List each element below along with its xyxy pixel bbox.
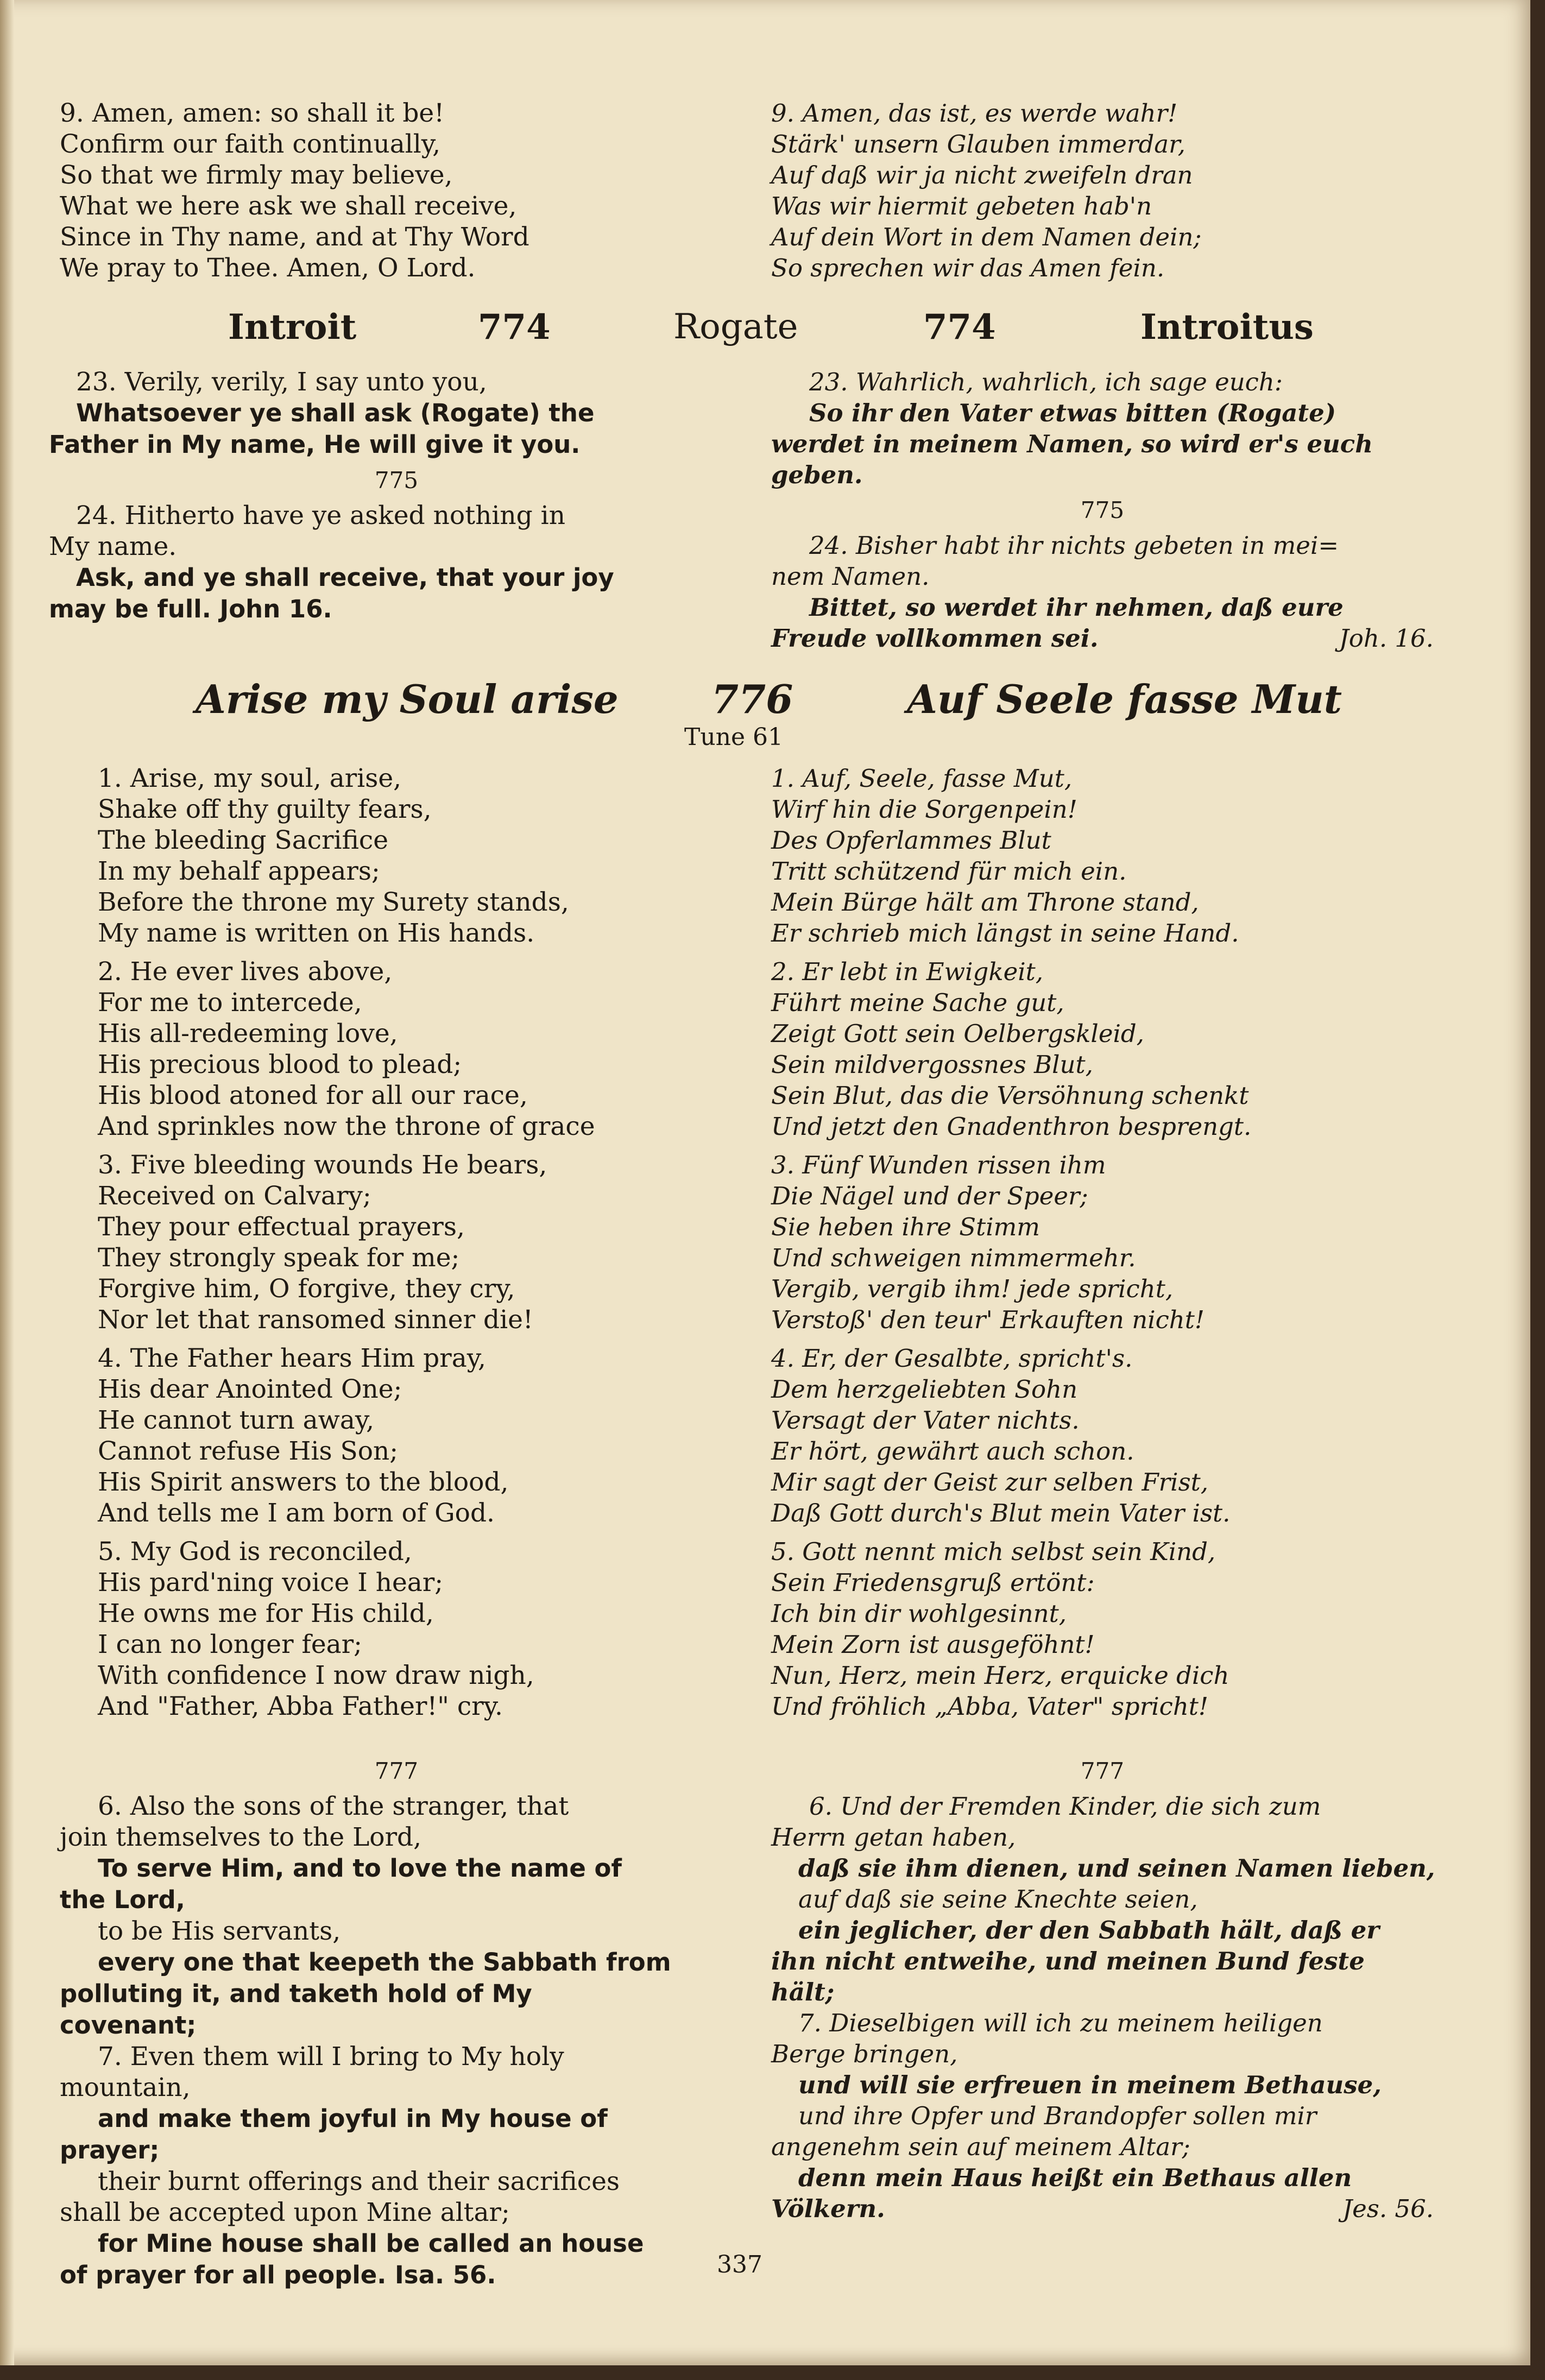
stanza-line: Sein Blut, das die Versöhnung schenkt xyxy=(771,1081,1249,1110)
hymn-stanza xyxy=(98,1343,771,1529)
hymn-stanza xyxy=(98,1536,771,1722)
hymn-stanza xyxy=(771,1343,1434,1529)
stanza-line: Er hört, gewährt auch schon. xyxy=(771,1437,1134,1466)
stanza-line: Und schweigen nimmermehr. xyxy=(771,1243,1136,1272)
stanza-line: Daß Gott durch's Blut mein Vater ist. xyxy=(771,1499,1231,1527)
stanza-line: Die Nägel und der Speer; xyxy=(771,1182,1088,1210)
verse-line: geben. xyxy=(771,460,863,489)
stanza-line: Shake off thy guilty fears, xyxy=(98,794,432,824)
verse-line: hält; xyxy=(771,1978,835,2006)
verse-line: nem Namen. xyxy=(771,562,930,591)
stanza-line: For me to intercede, xyxy=(98,988,362,1018)
stanza-line: Führt meine Sache gut, xyxy=(771,988,1064,1017)
verse-line: So ihr den Vater etwas bitten (Rogate) xyxy=(809,399,1336,427)
stanza-line: They pour effectual prayers, xyxy=(98,1212,465,1242)
stanza-line: Mir sagt der Geist zur selben Frist, xyxy=(771,1468,1209,1497)
verse-line: 6. Also the sons of the stranger, that xyxy=(98,1791,569,1821)
verse-line: werdet in meinem Namen, so wird er's euch xyxy=(771,430,1373,458)
verse-line: Whatsoever ye shall ask (Rogate) the xyxy=(76,399,595,427)
stanza-line: Cannot refuse His Son; xyxy=(98,1436,399,1466)
introit-heading xyxy=(60,307,1434,356)
stanza-line: Sein mildvergossnes Blut, xyxy=(771,1050,1093,1079)
verse-line: Berge bringen, xyxy=(771,2040,958,2068)
stanza-line: Nun, Herz, mein Herz, erquicke dich xyxy=(771,1661,1229,1690)
verse-line: Father in My name, He will give it you. xyxy=(49,430,581,459)
stanza-line: He owns me for His child, xyxy=(98,1599,434,1628)
stanza-line: In my behalf appears; xyxy=(98,856,380,886)
verse-line: prayer; xyxy=(60,2136,160,2164)
stanza-line: His blood atoned for all our race, xyxy=(98,1081,528,1110)
stanza-line: We pray to Thee. Amen, O Lord. xyxy=(60,253,476,283)
hymn-stanza xyxy=(98,956,771,1142)
hymn-stanza xyxy=(771,956,1434,1142)
verse-line: Ask, and ye shall receive, that your joy xyxy=(76,563,614,592)
stanza-line: And "Father, Abba Father!" cry. xyxy=(98,1691,503,1721)
verse-line xyxy=(771,623,1434,654)
verse-line: may be full. John 16. xyxy=(49,595,332,623)
stanza-line: 4. Er, der Gesalbte, spricht's. xyxy=(771,1344,1133,1373)
stanza-line: His all-redeeming love, xyxy=(98,1019,398,1049)
hymn-stanza xyxy=(771,1150,1434,1335)
stanza-line: Before the throne my Surety stands, xyxy=(98,887,569,917)
scripture-reference: Joh. 16. xyxy=(1339,624,1434,653)
verse-line: 7. Dieselbigen will ich zu meinem heiligen xyxy=(798,2009,1323,2037)
stanza-line: 2. Er lebt in Ewigkeit, xyxy=(771,957,1044,986)
stanza-line: They strongly speak for me; xyxy=(98,1243,460,1273)
stanza-line: Sein Friedensgruß ertönt: xyxy=(771,1568,1095,1597)
stanza-line: Mein Bürge hält am Throne stand, xyxy=(771,888,1199,917)
hymn-stanza xyxy=(771,763,1434,949)
tune-reference: Tune 61 xyxy=(684,723,784,751)
top-left-stanza xyxy=(60,98,733,283)
stanza-line: His precious blood to plead; xyxy=(98,1050,462,1079)
stanza-line: Auf daß wir ja nicht zweifeln dran xyxy=(771,161,1193,190)
stanza-line: Zeigt Gott sein Oelbergskleid, xyxy=(771,1019,1144,1048)
top-right-stanza xyxy=(771,98,1434,283)
verse-line: und will sie erfreuen in meinem Bethause, xyxy=(798,2070,1382,2099)
hymn-heading xyxy=(60,676,1434,725)
verse-line: mountain, xyxy=(60,2073,191,2103)
page-number: 337 xyxy=(717,2251,762,2278)
hymn-number: 776 xyxy=(711,676,793,722)
stanza-line: Ich bin dir wohlgesinnt, xyxy=(771,1599,1067,1628)
stanza-line: 1. Auf, Seele, fasse Mut, xyxy=(771,764,1073,793)
stanza-line: Mein Zorn ist ausgeföhnt! xyxy=(771,1630,1095,1659)
verse-line: denn mein Haus heißt ein Bethaus allen xyxy=(798,2163,1352,2192)
stanza-line: 4. The Father hears Him pray, xyxy=(98,1343,486,1373)
verse-line: 6. Und der Fremden Kinder, die sich zum xyxy=(809,1792,1321,1821)
stanza-line: His Spirit answers to the blood, xyxy=(98,1467,509,1497)
stanza-line: Er schrieb mich längst in seine Hand. xyxy=(771,919,1239,948)
stanza-line: 3. Five bleeding wounds He bears, xyxy=(98,1150,547,1180)
verse-line-text: Freude vollkommen sei. xyxy=(771,624,1099,653)
verse-line: ein jeglicher, der den Sabbath hält, daß er xyxy=(798,1916,1379,1945)
verse-line: the Lord, xyxy=(60,1885,185,1914)
reading-777-german xyxy=(771,1751,1434,2224)
verse-line: My name. xyxy=(49,532,177,561)
verse-line: auf daß sie seine Knechte seien, xyxy=(798,1885,1198,1914)
stanza-line: The bleeding Sacrifice xyxy=(98,825,389,855)
verse-number: 777 xyxy=(1080,1758,1125,1784)
stanza-line: So that we firmly may believe, xyxy=(60,160,453,190)
stanza-line: With confidence I now draw nigh, xyxy=(98,1661,534,1690)
hymn-english xyxy=(98,763,771,1729)
stanza-line: Was wir hiermit gebeten hab'n xyxy=(771,192,1152,220)
verse-line: their burnt offerings and their sacrifices xyxy=(98,2167,620,2196)
stanza-line: 3. Fünf Wunden rissen ihm xyxy=(771,1151,1106,1179)
stanza-line: And sprinkles now the throne of grace xyxy=(98,1112,595,1141)
verse-line: join themselves to the Lord, xyxy=(60,1822,422,1852)
stanza-line: 2. He ever lives above, xyxy=(98,957,393,987)
stanza-line: 1. Arise, my soul, arise, xyxy=(98,763,402,793)
stanza-line: Sie heben ihre Stimm xyxy=(771,1213,1040,1241)
stanza-line: What we here ask we shall receive, xyxy=(60,191,517,221)
verse-line: and make them joyful in My house of xyxy=(98,2104,608,2133)
verse-number: 777 xyxy=(374,1758,419,1784)
stanza-line: Vergib, vergib ihm! jede spricht, xyxy=(771,1274,1174,1303)
stanza-line: His pard'ning voice I hear; xyxy=(98,1568,444,1598)
verse-line: for Mine house shall be called an house xyxy=(98,2229,644,2258)
stanza-line: So sprechen wir das Amen fein. xyxy=(771,254,1165,282)
stanza-line: Since in Thy name, and at Thy Word xyxy=(60,222,529,252)
hymn-title-english: Arise my Soul arise xyxy=(196,676,619,722)
stanza-line: Versagt der Vater nichts. xyxy=(771,1406,1080,1435)
stanza-line: Nor let that ransomed sinner die! xyxy=(98,1305,533,1335)
hymn-german xyxy=(771,763,1434,1729)
verse-number: 775 xyxy=(1080,497,1125,523)
page-spine-shadow xyxy=(0,0,14,2365)
introitus-number: 774 xyxy=(923,307,996,348)
stanza-line: Auf dein Wort in dem Namen dein; xyxy=(771,223,1202,251)
verse-line: polluting it, and taketh hold of My xyxy=(60,1979,532,2008)
stanza-line: 9. Amen, das ist, es werde wahr! xyxy=(771,99,1178,128)
verse-line: 23. Wahrlich, wahrlich, ich sage euch: xyxy=(809,368,1283,396)
stanza-line: Forgive him, O forgive, they cry, xyxy=(98,1274,515,1304)
verse-line: To serve Him, and to love the name of xyxy=(98,1854,622,1883)
verse-line: every one that keepeth the Sabbath from xyxy=(98,1948,671,1977)
stanza-line: Wirf hin die Sorgenpein! xyxy=(771,795,1077,824)
verse-line: of prayer for all people. Isa. 56. xyxy=(60,2261,496,2289)
stanza-line: 5. Gott nennt mich selbst sein Kind, xyxy=(771,1537,1216,1566)
verse-line xyxy=(771,2193,1434,2224)
stanza-line: 5. My God is reconciled, xyxy=(98,1537,412,1567)
introit-label: Introit xyxy=(228,307,357,348)
hymn-stanza xyxy=(98,763,771,949)
hymn-stanza xyxy=(98,1150,771,1335)
verse-line-text: Völkern. xyxy=(771,2194,885,2223)
stanza-line: Des Opferlammes Blut xyxy=(771,826,1051,855)
stanza-line: Confirm our faith continually, xyxy=(60,129,441,159)
verse-line: to be His servants, xyxy=(98,1916,341,1946)
rogate-label: Rogate xyxy=(673,307,798,347)
verse-line: covenant; xyxy=(60,2011,197,2040)
verse-line: Herrn getan haben, xyxy=(771,1823,1016,1852)
verse-line: ihn nicht entweihe, und meinen Bund feste xyxy=(771,1947,1365,1975)
introit-german xyxy=(771,367,1434,654)
hymn-title-german: Auf Seele fasse Mut xyxy=(907,676,1342,722)
verse-line: 7. Even them will I bring to My holy xyxy=(98,2042,564,2072)
stanza-line: Dem herzgeliebten Sohn xyxy=(771,1375,1078,1404)
introitus-label: Introitus xyxy=(1140,307,1314,348)
verse-line: 23. Verily, verily, I say unto you, xyxy=(76,367,487,397)
reading-777-english xyxy=(60,1751,733,2291)
verse-number: 775 xyxy=(374,467,419,494)
stanza-line: And tells me I am born of God. xyxy=(98,1498,495,1528)
verse-line: 24. Hitherto have ye asked nothing in xyxy=(76,501,565,531)
verse-line: Bittet, so werdet ihr nehmen, daß eure xyxy=(809,593,1344,622)
stanza-line: Stärk' unsern Glauben immerdar, xyxy=(771,130,1185,159)
stanza-line: Verstoß' den teur' Erkauften nicht! xyxy=(771,1305,1205,1334)
stanza-line: Received on Calvary; xyxy=(98,1181,371,1211)
stanza-line: I can no longer fear; xyxy=(98,1630,363,1659)
stanza-line: He cannot turn away, xyxy=(98,1405,375,1435)
stanza-line: Und fröhlich „Abba, Vater" spricht! xyxy=(771,1692,1208,1721)
stanza-line: My name is written on His hands. xyxy=(98,918,535,948)
stanza-line: Und jetzt den Gnadenthron besprengt. xyxy=(771,1112,1252,1141)
verse-line: 24. Bisher habt ihr nichts gebeten in mei= xyxy=(809,531,1339,560)
verse-line: shall be accepted upon Mine altar; xyxy=(60,2198,510,2227)
stanza-line: His dear Anointed One; xyxy=(98,1374,402,1404)
hymn-stanza xyxy=(771,1536,1434,1722)
verse-line: daß sie ihm dienen, und seinen Namen lieben, xyxy=(798,1854,1435,1883)
verse-line: angenehm sein auf meinem Altar; xyxy=(771,2132,1190,2161)
scripture-reference: Jes. 56. xyxy=(1342,2194,1434,2223)
introit-english xyxy=(49,367,733,625)
verse-line: und ihre Opfer und Brandopfer sollen mir xyxy=(798,2101,1317,2130)
introit-number: 774 xyxy=(478,307,551,348)
stanza-line: 9. Amen, amen: so shall it be! xyxy=(60,98,445,128)
stanza-line: Tritt schützend für mich ein. xyxy=(771,857,1127,886)
